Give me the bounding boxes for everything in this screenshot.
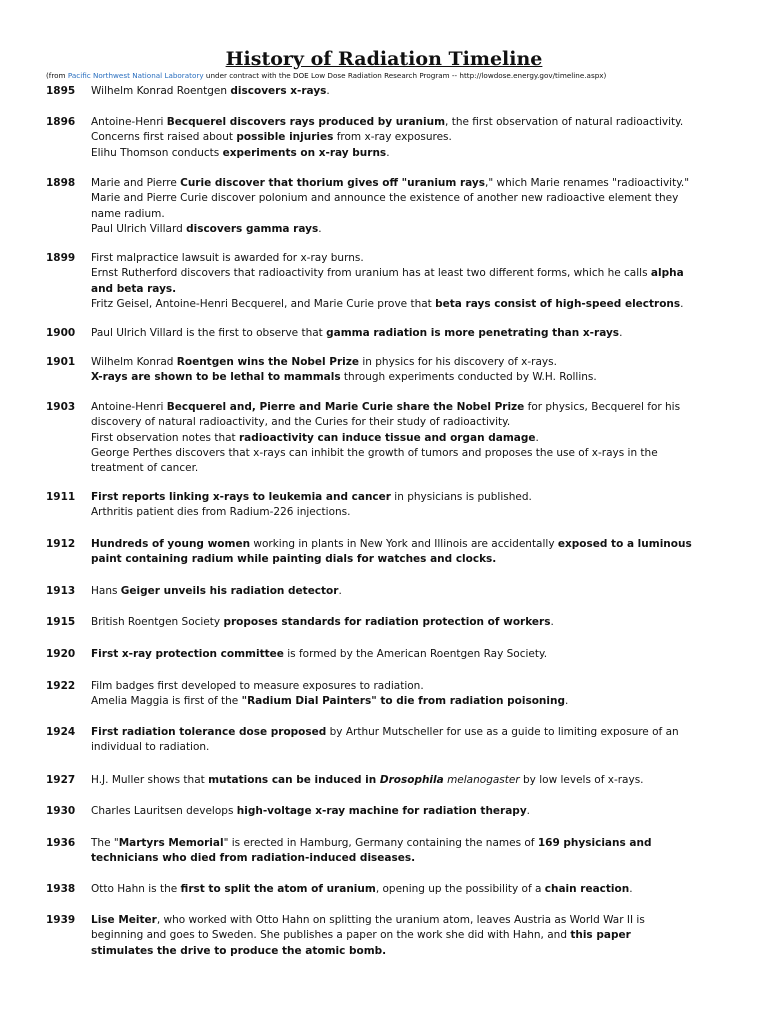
timeline-year: 1936 (46, 837, 76, 849)
source-suffix: under contract with the DOE Low Dose Radiation Research Program -- http://lowdose.energy.gov/timeline.aspx) (205, 71, 607, 80)
emphasis-text: Becquerel and, Pierre and Marie Curie share the Nobel Prize (166, 401, 525, 413)
plain-text: . (619, 327, 623, 339)
plain-text: working in plants in New York and Illinois are accidentally (250, 538, 558, 550)
description-line (91, 836, 711, 851)
description-line (91, 773, 711, 788)
emphasis-text: First radiation tolerance dose proposed (91, 726, 327, 738)
emphasis-text: stimulates the drive to produce the atomic bomb. (91, 944, 387, 957)
timeline-description (91, 584, 711, 599)
source-lab-link[interactable]: Pacific Northwest National Laboratory (67, 71, 204, 80)
plain-text: beginning and goes to Sweden. She publishes a paper on the work she did with Hahn, and (91, 929, 571, 942)
timeline-description (91, 490, 711, 521)
plain-text: Antoine-Henri (91, 116, 167, 128)
plain-text: . (680, 297, 684, 310)
plain-text: , the first observation of natural radioactivity. (445, 116, 684, 128)
timeline-description (91, 537, 711, 568)
emphasis-text: mutations can be induced in (208, 774, 380, 786)
timeline-year: 1896 (46, 116, 76, 128)
timeline-year: 1901 (46, 356, 76, 368)
timeline-year: 1912 (46, 538, 76, 550)
page-title: History of Radiation Timeline (225, 48, 543, 70)
plain-text: . (629, 883, 633, 895)
plain-text: British Roentgen Society (91, 616, 224, 628)
description-line (91, 851, 711, 866)
emphasis-text: technicians who died from radiation-induced diseases. (91, 852, 416, 865)
description-line (91, 505, 711, 520)
description-line (91, 537, 711, 552)
emphasis-text: Roentgen wins the Nobel Prize (176, 356, 360, 368)
emphasis-text: X-rays are shown to be lethal to mammals (91, 371, 341, 384)
plain-text: Charles Lauritsen develops (91, 805, 237, 817)
emphasis-text: proposes standards for radiation protection of workers (223, 616, 551, 628)
plain-text: . (550, 616, 554, 628)
emphasis-text: and beta rays. (91, 282, 177, 295)
plain-text: Paul Ulrich Villard (91, 222, 187, 235)
description-line (91, 446, 711, 461)
plain-text: for physics, Becquerel for his (524, 401, 681, 413)
description-line (91, 882, 711, 897)
description-line (91, 552, 711, 567)
emphasis-text: Becquerel discovers rays produced by uranium (166, 116, 446, 128)
plain-text: treatment of cancer. (91, 462, 199, 475)
description-line (91, 282, 711, 297)
plain-text: Fritz Geisel, Antoine-Henri Becquerel, and Marie Curie prove that (91, 297, 436, 310)
description-line (91, 251, 711, 266)
timeline-year: 1915 (46, 616, 76, 628)
plain-text: from x-ray exposures. (333, 131, 452, 144)
plain-text: . (326, 85, 330, 97)
timeline-year: 1922 (46, 680, 76, 692)
timeline-description (91, 84, 711, 99)
emphasis-text: experiments on x-ray burns (222, 146, 387, 159)
plain-text: " is erected in Hamburg, Germany containing the names of (223, 837, 538, 849)
description-line (91, 84, 711, 99)
description-line (91, 130, 711, 145)
description-line (91, 415, 711, 430)
plain-text: Elihu Thomson conducts (91, 146, 223, 159)
plain-text: Amelia Maggia is first of the (91, 695, 242, 708)
timeline-year: 1900 (46, 327, 76, 339)
plain-text: Otto Hahn is the (91, 883, 181, 895)
plain-text: name radium. (91, 207, 165, 220)
timeline-description (91, 882, 711, 897)
timeline-description (91, 773, 711, 788)
timeline-description (91, 400, 711, 476)
plain-text: Arthritis patient dies from Radium-226 injections. (91, 506, 351, 519)
emphasis-text: First x-ray protection committee (91, 648, 284, 660)
emphasis-text: "Radium Dial Painters" to die from radiation poisoning (241, 695, 565, 708)
plain-text: First observation notes that (91, 431, 239, 444)
plain-text: discovery of natural radioactivity, and the Curies for their study of radioactivity. (91, 416, 511, 429)
timeline-description (91, 115, 711, 161)
description-line (91, 804, 711, 819)
plain-text: ," which Marie renames "radioactivity." (485, 177, 690, 189)
plain-text: , opening up the possibility of a (375, 883, 545, 895)
emphasis-text: First reports linking x-rays to leukemia and cancer (91, 491, 391, 503)
description-line (91, 928, 711, 943)
description-line (91, 400, 711, 415)
plain-text: The " (91, 837, 119, 849)
plain-text: Marie and Pierre (91, 177, 181, 189)
timeline-year: 1938 (46, 883, 76, 895)
source-note (46, 71, 606, 80)
emphasis-text: Geiger unveils his radiation detector (120, 585, 339, 597)
plain-text: Film badges first developed to measure exposures to radiation. (91, 680, 424, 692)
emphasis-text: Lise Meiter (91, 914, 157, 926)
plain-text: by Arthur Mutscheller for use as a guide to limiting exposure of an (326, 726, 679, 738)
timeline-description (91, 725, 711, 756)
timeline-description (91, 326, 711, 341)
emphasis-text: possible injuries (236, 131, 334, 144)
timeline-description (91, 176, 711, 237)
timeline-description (91, 679, 711, 710)
description-line (91, 615, 711, 630)
description-line (91, 694, 711, 709)
emphasis-text: gamma radiation is more penetrating than x-rays (326, 327, 620, 339)
description-line (91, 297, 711, 312)
emphasis-text: first to split the atom of uranium (180, 883, 376, 895)
timeline-year: 1920 (46, 648, 76, 660)
plain-text: by low levels of x-rays. (519, 774, 644, 786)
plain-text: , who worked with Otto Hahn on splitting the uranium atom, leaves Austria as World War II is (156, 914, 645, 926)
description-line (91, 647, 711, 662)
timeline-description (91, 647, 711, 662)
emphasis-text: alpha (650, 267, 684, 280)
emphasis-text: beta rays consist of high-speed electrons (435, 297, 681, 310)
emphasis-text: discovers x-rays (230, 85, 327, 97)
description-line (91, 584, 711, 599)
emphasis-text: this paper (570, 929, 631, 942)
timeline-year: 1930 (46, 805, 76, 817)
description-line (91, 355, 711, 370)
plain-text: . (535, 431, 539, 444)
timeline-description (91, 355, 711, 386)
plain-text: First malpractice lawsuit is awarded for x-ray burns. (91, 252, 364, 264)
description-line (91, 326, 711, 341)
description-line (91, 944, 711, 959)
timeline-year: 1903 (46, 401, 76, 413)
description-line (91, 461, 711, 476)
timeline-description (91, 913, 711, 959)
emphasis-text: Drosophila (379, 774, 444, 786)
timeline-description (91, 615, 711, 630)
plain-text: is formed by the American Roentgen Ray Society. (283, 648, 548, 660)
timeline-year: 1895 (46, 85, 76, 97)
description-line (91, 207, 711, 222)
description-line (91, 222, 711, 237)
timeline-year: 1924 (46, 726, 76, 738)
timeline-year: 1911 (46, 491, 76, 503)
plain-text: Wilhelm Konrad (91, 356, 177, 368)
emphasis-text: melanogaster (447, 774, 520, 786)
plain-text: Hans (91, 585, 121, 597)
timeline-description (91, 836, 711, 867)
description-line (91, 191, 711, 206)
description-line (91, 725, 711, 740)
description-line (91, 431, 711, 446)
plain-text: . (526, 805, 531, 817)
emphasis-text: high-voltage x-ray machine for radiation therapy (236, 805, 527, 817)
description-line (91, 370, 711, 385)
timeline-year: 1898 (46, 177, 76, 189)
description-line (91, 913, 711, 928)
emphasis-text: radioactivity can induce tissue and organ damage (239, 431, 536, 444)
plain-text: Wilhelm Konrad Roentgen (91, 85, 231, 97)
description-line (91, 490, 711, 505)
plain-text: . (338, 585, 342, 597)
description-line (91, 740, 711, 755)
plain-text: in physics for his discovery of x-rays. (359, 356, 557, 368)
plain-text: individual to radiation. (91, 741, 210, 754)
plain-text: in physicians is published. (390, 491, 532, 503)
plain-text: H.J. Muller shows that (91, 774, 209, 786)
emphasis-text: Martyrs Memorial (118, 837, 224, 849)
timeline-year: 1913 (46, 585, 76, 597)
emphasis-text: Curie discover that thorium gives off "uranium rays (180, 177, 486, 189)
source-prefix: (from (46, 71, 66, 80)
emphasis-text: chain reaction (544, 883, 630, 895)
emphasis-text: paint containing radium while painting dials for watches and clocks. (91, 553, 497, 566)
timeline-year: 1899 (46, 252, 76, 264)
plain-text: . (386, 146, 390, 159)
plain-text: George Perthes discovers that x-rays can inhibit the growth of tumors and proposes the use of x-rays in the (91, 446, 658, 459)
plain-text: . (318, 222, 322, 235)
plain-text: Marie and Pierre Curie discover polonium and announce the existence of another new radioactive element they (91, 192, 679, 205)
timeline-description (91, 251, 711, 312)
timeline-description (91, 804, 711, 819)
description-line (91, 176, 711, 191)
emphasis-text: Hundreds of young women (91, 538, 251, 550)
emphasis-text: discovers gamma rays (186, 222, 319, 235)
emphasis-text: exposed to a luminous (557, 538, 692, 550)
description-line (91, 679, 711, 694)
plain-text: through experiments conducted by W.H. Rollins. (340, 371, 597, 384)
plain-text: Paul Ulrich Villard is the first to observe that (91, 327, 327, 339)
emphasis-text: 169 physicians and (537, 837, 652, 849)
timeline-year: 1939 (46, 914, 76, 926)
description-line (91, 146, 711, 161)
plain-text: Concerns first raised about (91, 131, 237, 144)
description-line (91, 115, 711, 130)
description-line (91, 266, 711, 281)
plain-text: . (564, 695, 569, 708)
plain-text: Ernst Rutherford discovers that radioactivity from uranium has at least two different forms, which he calls (91, 267, 651, 280)
timeline-year: 1927 (46, 774, 76, 786)
plain-text: Antoine-Henri (91, 401, 167, 413)
